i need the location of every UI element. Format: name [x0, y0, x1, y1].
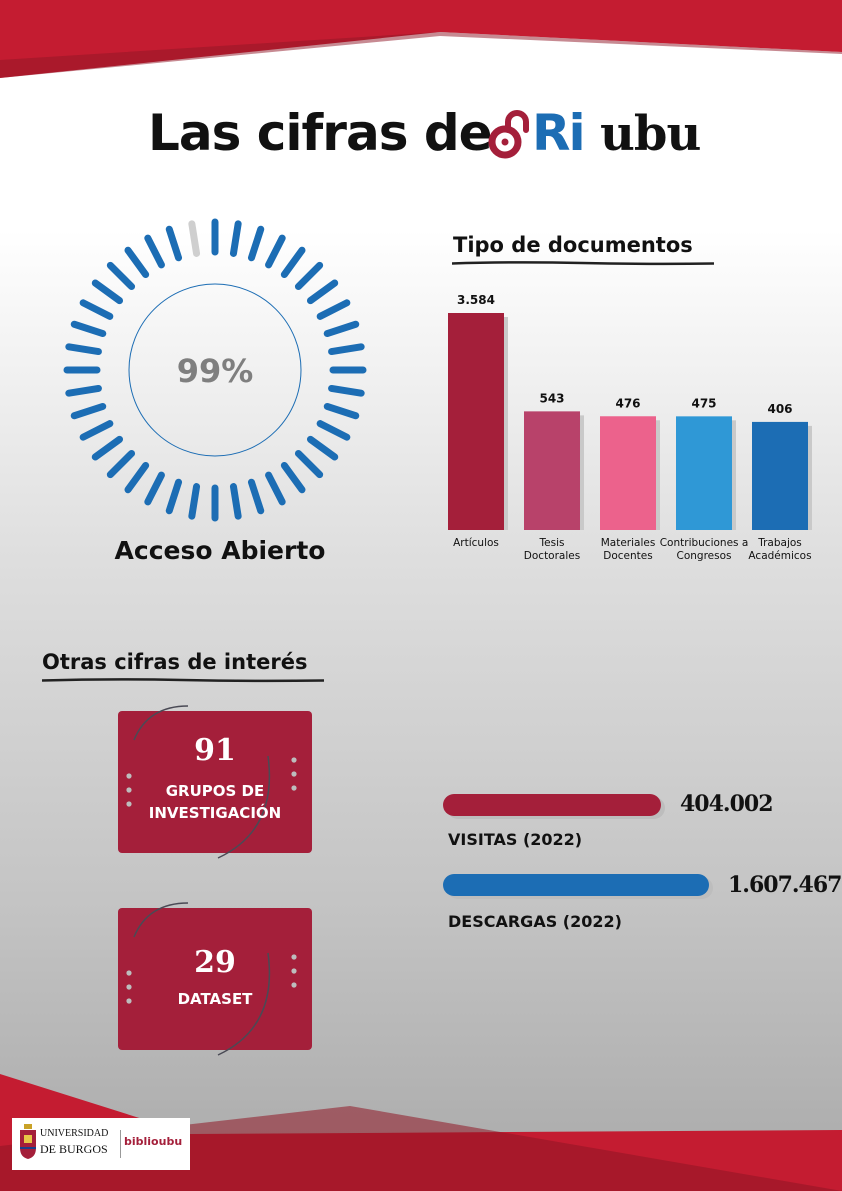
bar-data-label: 475	[691, 396, 717, 411]
footer-separator	[120, 1130, 121, 1158]
bar-data-label: 3.584	[457, 293, 495, 307]
category-label: Doctorales	[523, 550, 581, 562]
gauge-tick-filled	[148, 475, 162, 502]
category-label: Congresos	[676, 550, 732, 562]
open-lock-logo-icon	[488, 108, 530, 160]
gauge-tick-filled	[298, 453, 319, 474]
gauge-tick-filled	[83, 303, 110, 317]
bar-data-label: 406	[767, 401, 793, 416]
bar	[676, 416, 732, 530]
biblio-text: biblio	[124, 1135, 159, 1148]
category-label: Docentes	[603, 550, 653, 562]
category-label: Materiales	[600, 537, 656, 549]
bar	[600, 416, 656, 530]
gauge-tick-filled	[233, 487, 238, 517]
bar	[752, 422, 808, 530]
gauge-tick-empty	[192, 224, 197, 254]
gauge-tick-filled	[327, 324, 356, 333]
gauge-tick-filled	[284, 465, 302, 489]
visits-value: 404.002	[680, 791, 773, 817]
gauge-tick-filled	[83, 424, 110, 438]
biblioubu-logo-text	[124, 1135, 182, 1148]
document-type-chart	[440, 285, 830, 565]
chart-title: Tipo de documentos	[453, 233, 693, 257]
gauge-tick-filled	[332, 347, 362, 352]
gauge-tick-filled	[74, 406, 103, 415]
gauge-tick-filled	[320, 424, 347, 438]
gauge-tick-filled	[128, 465, 146, 489]
gauge-tick-filled	[110, 453, 131, 474]
gauge-tick-filled	[310, 439, 334, 457]
gauge-tick-filled	[128, 250, 146, 274]
gauge-tick-filled	[327, 406, 356, 415]
gauge-tick-filled	[95, 439, 119, 457]
downloads-label: DESCARGAS (2022)	[448, 912, 622, 931]
gauge-tick-filled	[251, 229, 260, 258]
research-groups-label-line1: GRUPOS DE	[165, 782, 265, 800]
gauge-tick-filled	[69, 347, 99, 352]
gauge-tick-filled	[320, 303, 347, 317]
gauge-tick-filled	[192, 487, 197, 517]
gauge-tick-filled	[110, 265, 131, 286]
logo-ri-text: Ri	[532, 104, 584, 162]
gauge-tick-filled	[269, 475, 283, 502]
gauge-tick-filled	[332, 388, 362, 393]
other-figures-title: Otras cifras de interés	[42, 650, 308, 674]
other-figures-underline	[42, 678, 324, 683]
gauge-tick-filled	[69, 388, 99, 393]
gauge-tick-filled	[298, 265, 319, 286]
gauge-tick-filled	[74, 324, 103, 333]
gauge-tick-filled	[169, 482, 178, 511]
gauge-tick-filled	[233, 224, 238, 254]
footer-university-logo	[12, 1118, 190, 1170]
university-shield-icon	[18, 1124, 38, 1160]
visits-bar	[443, 794, 661, 816]
logo-ubu-text: ubu	[600, 106, 701, 162]
downloads-bar	[443, 874, 709, 896]
research-groups-label-line2: INVESTIGACIÓN	[148, 804, 282, 822]
dataset-label: DATASET	[177, 990, 253, 1008]
page-title: Las cifras de	[148, 104, 492, 162]
bar-data-label: 476	[615, 396, 641, 411]
category-label: Contribuciones a	[659, 537, 749, 549]
downloads-value: 1.607.467	[728, 872, 842, 898]
bar-data-label: 543	[539, 391, 565, 406]
gauge-tick-filled	[95, 283, 119, 301]
gauge-tick-filled	[284, 250, 302, 274]
open-access-percentage: 99%	[176, 352, 254, 390]
category-label: Académicos	[748, 550, 812, 562]
gauge-tick-filled	[251, 482, 260, 511]
open-access-label: Acceso Abierto	[114, 536, 326, 565]
category-label: Tesis	[539, 537, 565, 549]
dataset-number: 29	[194, 945, 236, 980]
gauge-tick-filled	[148, 238, 162, 265]
category-label: Trabajos	[758, 537, 802, 549]
university-name-line2: DE BURGOS	[40, 1142, 108, 1156]
top-banner	[0, 0, 842, 80]
research-groups-number: 91	[194, 733, 236, 768]
bar	[524, 411, 580, 530]
gauge-tick-filled	[310, 283, 334, 301]
visits-label: VISITAS (2022)	[448, 830, 583, 849]
bar	[448, 313, 504, 530]
category-label: Artículos	[453, 537, 499, 549]
university-name-line1: UNIVERSIDAD	[40, 1128, 109, 1139]
ubu-text: ubu	[158, 1135, 183, 1148]
gauge-tick-filled	[269, 238, 283, 265]
gauge-tick-filled	[169, 229, 178, 258]
chart-title-underline	[452, 261, 714, 266]
